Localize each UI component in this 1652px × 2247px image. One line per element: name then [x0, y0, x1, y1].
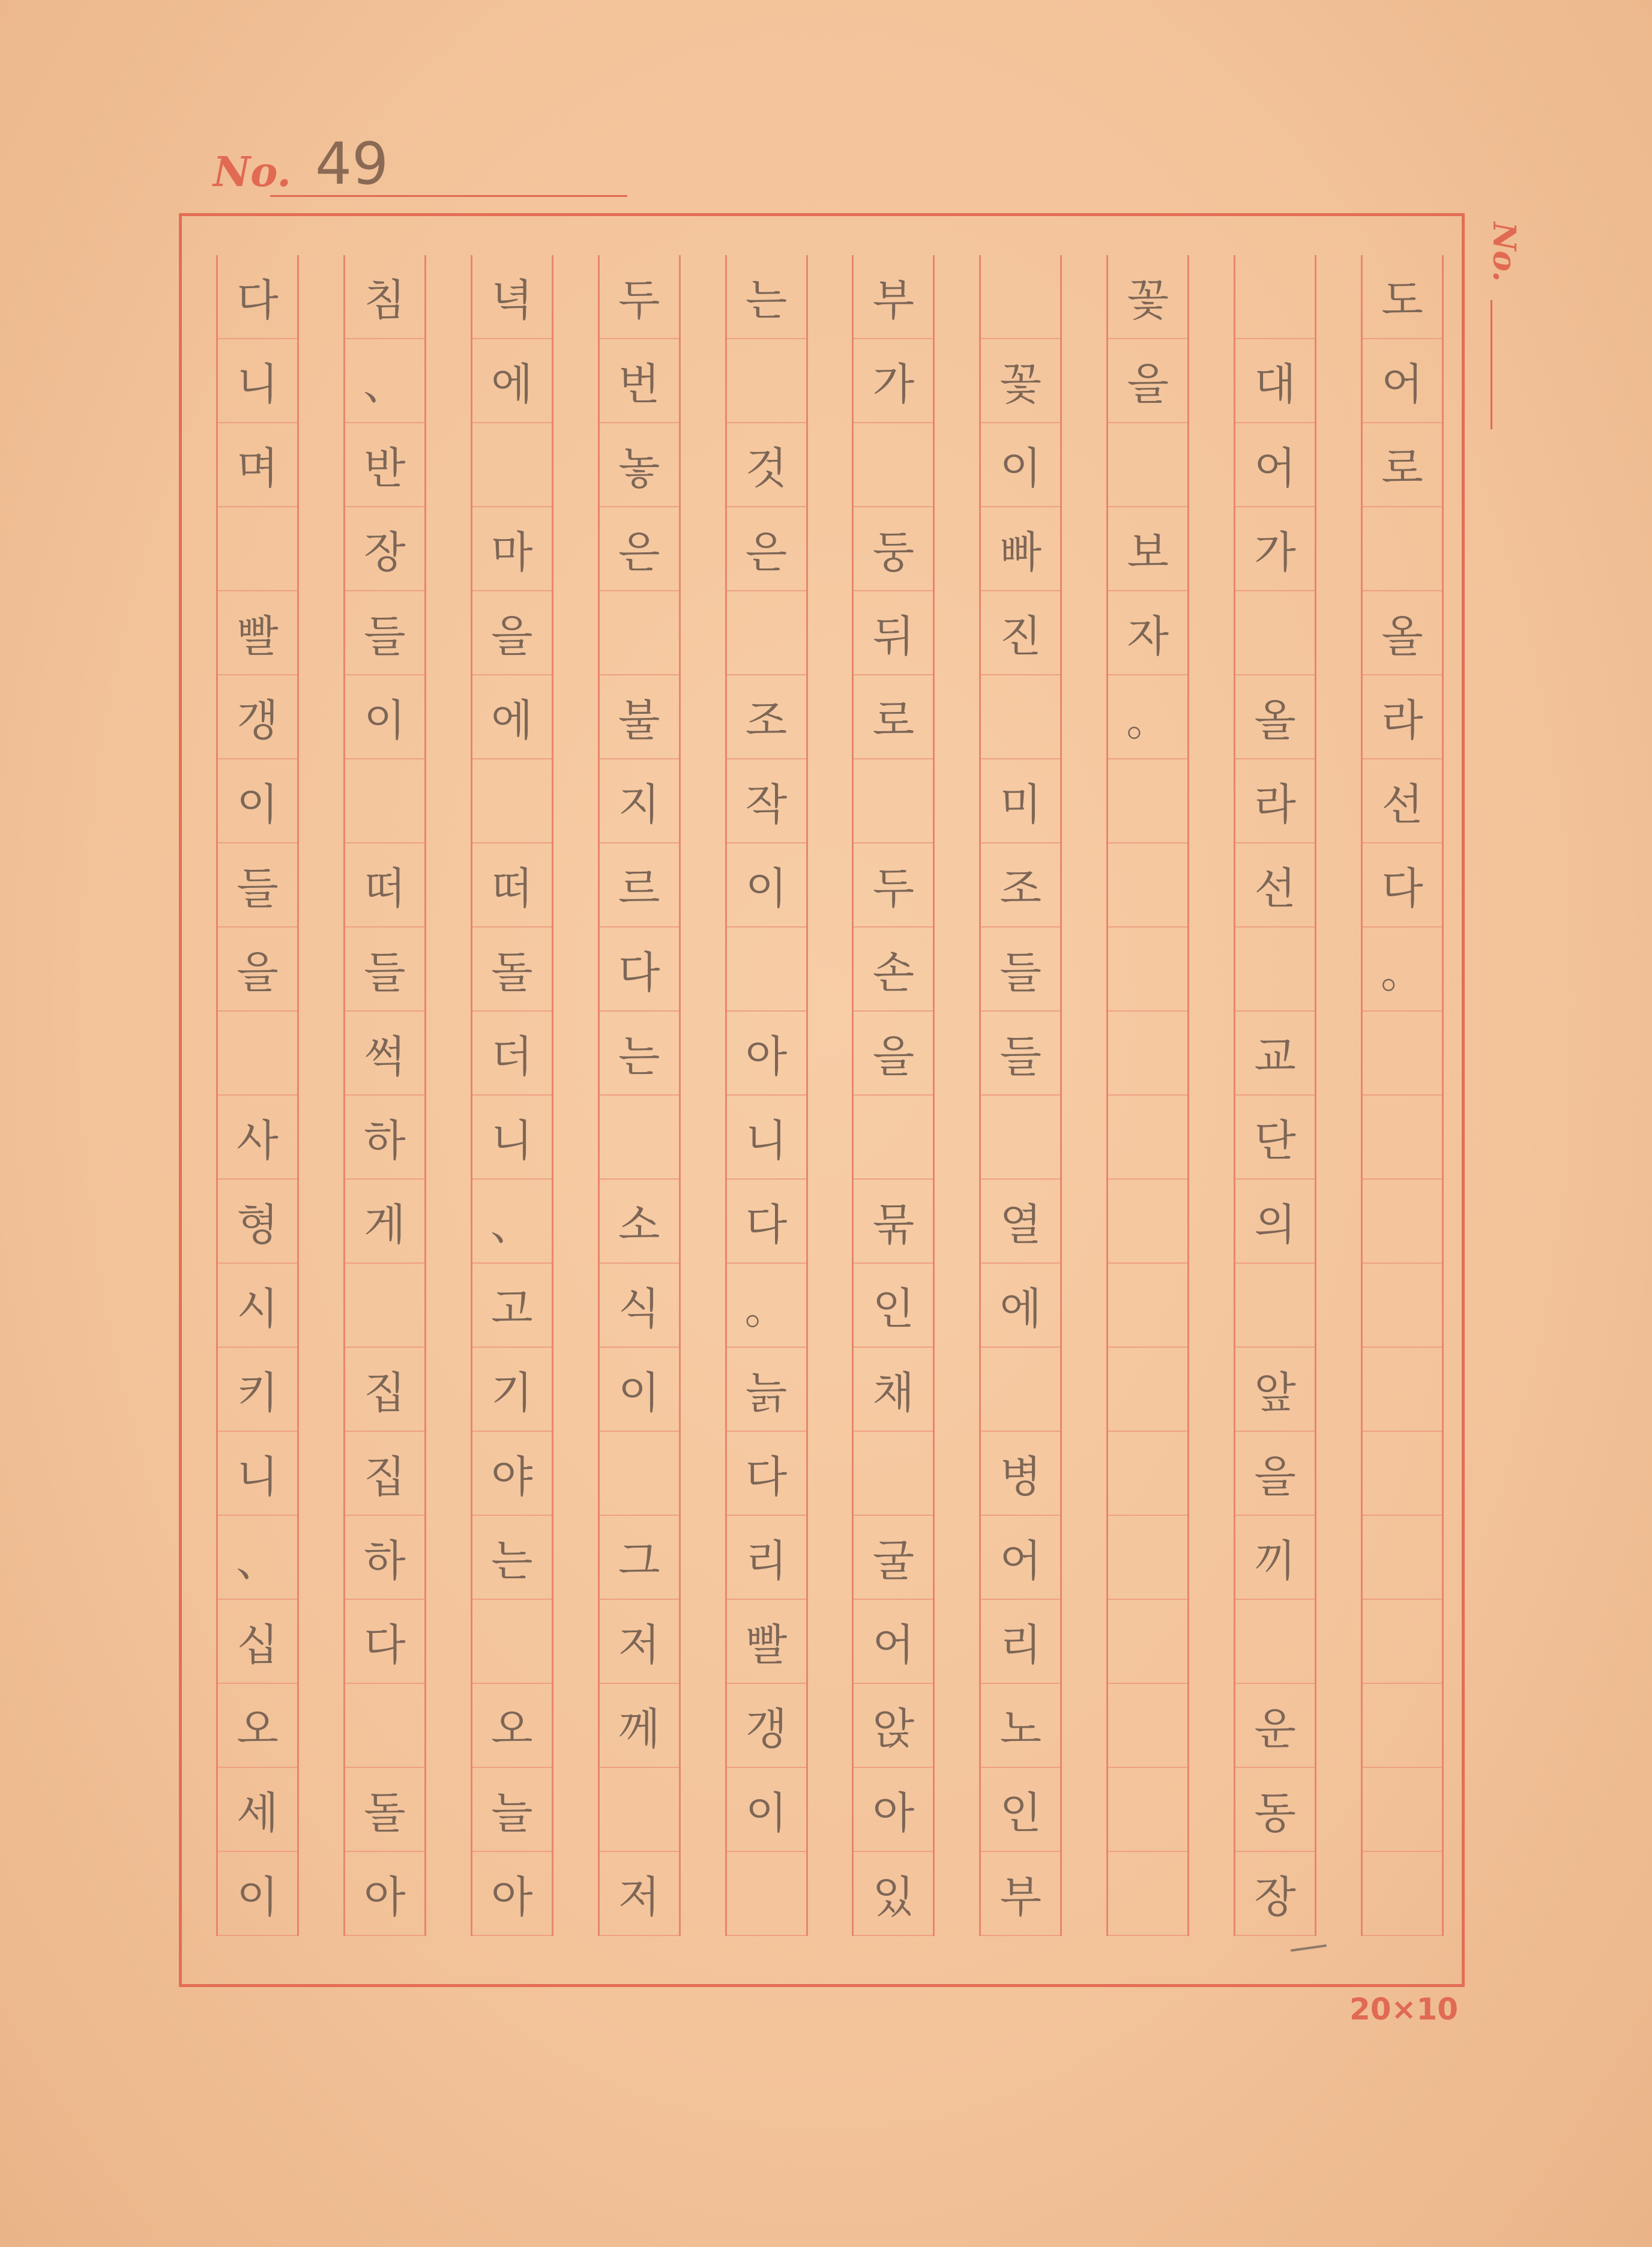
manuscript-cell [1108, 1432, 1187, 1516]
manuscript-cell: 께 [600, 1684, 679, 1768]
manuscript-cell [1235, 1264, 1315, 1348]
manuscript-cell: 장 [345, 507, 424, 591]
manuscript-cell: 놓 [600, 423, 679, 507]
manuscript-cell: 부 [981, 1852, 1060, 1936]
manuscript-cell: 늘 [472, 1768, 552, 1852]
manuscript-cell [1108, 1852, 1187, 1936]
manuscript-cell: 굴 [854, 1516, 933, 1600]
manuscript-cell: 의 [1235, 1180, 1315, 1264]
manuscript-cell: 다 [218, 255, 297, 339]
manuscript-cell [981, 1348, 1060, 1432]
manuscript-cell [1363, 507, 1442, 591]
manuscript-cell [1108, 1180, 1187, 1264]
manuscript-cell: 세 [218, 1768, 297, 1852]
manuscript-cell: 소 [600, 1180, 679, 1264]
manuscript-cell: 침 [345, 255, 424, 339]
manuscript-cell: 야 [472, 1432, 552, 1516]
manuscript-cell: 에 [472, 339, 552, 423]
manuscript-cell [1363, 1012, 1442, 1096]
manuscript-cell: 는 [472, 1516, 552, 1600]
manuscript-cell: 이 [981, 423, 1060, 507]
manuscript-cell: 어 [1235, 423, 1315, 507]
manuscript-cell [854, 423, 933, 507]
manuscript-cell: 들 [981, 1012, 1060, 1096]
manuscript-cell: 뒤 [854, 591, 933, 675]
page-number-header [213, 130, 389, 198]
manuscript-cell: 、 [345, 339, 424, 423]
manuscript-cell: 시 [218, 1264, 297, 1348]
manuscript-column [1234, 255, 1316, 1936]
manuscript-cell [345, 759, 424, 843]
manuscript-cell [1108, 1264, 1187, 1348]
manuscript-cell: 는 [600, 1012, 679, 1096]
manuscript-cell: 오 [472, 1684, 552, 1768]
manuscript-cell: 떠 [472, 843, 552, 927]
manuscript-cell: 올 [1235, 675, 1315, 759]
manuscript-cell: 묶 [854, 1180, 933, 1264]
manuscript-cell: 가 [1235, 507, 1315, 591]
manuscript-cell: 빨 [218, 591, 297, 675]
manuscript-cell [1363, 1516, 1442, 1600]
manuscript-cell [600, 591, 679, 675]
manuscript-cell: 선 [1363, 759, 1442, 843]
manuscript-cell: 고 [472, 1264, 552, 1348]
manuscript-cell: 며 [218, 423, 297, 507]
manuscript-cell [345, 1264, 424, 1348]
manuscript-cell: 앉 [854, 1684, 933, 1768]
manuscript-cell: 그 [600, 1516, 679, 1600]
manuscript-cell: 。 [727, 1264, 806, 1348]
manuscript-cell: 집 [345, 1432, 424, 1516]
side-number-label: No. [1486, 222, 1522, 282]
manuscript-cell [981, 1096, 1060, 1180]
manuscript-cell: 돌 [472, 927, 552, 1012]
manuscript-cell [600, 1432, 679, 1516]
manuscript-cell: 식 [600, 1264, 679, 1348]
manuscript-cell: 에 [472, 675, 552, 759]
manuscript-cell: 들 [345, 927, 424, 1012]
manuscript-cell: 、 [472, 1180, 552, 1264]
manuscript-cell [1108, 843, 1187, 927]
manuscript-cell [1363, 1264, 1442, 1348]
manuscript-cell: 리 [981, 1600, 1060, 1684]
manuscript-cell: 도 [1363, 255, 1442, 339]
manuscript-cell: 기 [472, 1348, 552, 1432]
manuscript-cell [1108, 1012, 1187, 1096]
manuscript-cell: 다 [1363, 843, 1442, 927]
manuscript-cell [218, 1012, 297, 1096]
manuscript-cell: 교 [1235, 1012, 1315, 1096]
manuscript-cell [1235, 1600, 1315, 1684]
manuscript-cell: 오 [218, 1684, 297, 1768]
manuscript-cell: 르 [600, 843, 679, 927]
manuscript-cell: 어 [854, 1600, 933, 1684]
manuscript-column [1106, 255, 1189, 1936]
manuscript-cell: 는 [727, 255, 806, 339]
manuscript-column [471, 255, 553, 1936]
manuscript-cell: 다 [727, 1180, 806, 1264]
manuscript-cell: 들 [345, 591, 424, 675]
side-number-line [1491, 300, 1492, 429]
manuscript-cell [472, 1600, 552, 1684]
manuscript-cell [1108, 1600, 1187, 1684]
manuscript-cell [727, 339, 806, 423]
manuscript-cell [727, 591, 806, 675]
manuscript-cell: 있 [854, 1852, 933, 1936]
manuscript-cell: 을 [218, 927, 297, 1012]
manuscript-cell: 하 [345, 1516, 424, 1600]
manuscript-cell: 진 [981, 591, 1060, 675]
manuscript-cell: 가 [854, 339, 933, 423]
manuscript-cell: 채 [854, 1348, 933, 1432]
manuscript-cell: 사 [218, 1096, 297, 1180]
manuscript-cell: 을 [1108, 339, 1187, 423]
manuscript-cell: 들 [981, 927, 1060, 1012]
manuscript-cell: 로 [1363, 423, 1442, 507]
manuscript-cell [854, 759, 933, 843]
manuscript-cell: 반 [345, 423, 424, 507]
manuscript-cell: 이 [727, 1768, 806, 1852]
manuscript-cell: 병 [981, 1432, 1060, 1516]
manuscript-cell: 두 [600, 255, 679, 339]
manuscript-cell [472, 759, 552, 843]
manuscript-cell: 대 [1235, 339, 1315, 423]
manuscript-cell: 단 [1235, 1096, 1315, 1180]
manuscript-cell [854, 1096, 933, 1180]
manuscript-cell: 십 [218, 1600, 297, 1684]
manuscript-cell: 마 [472, 507, 552, 591]
manuscript-cell: 갱 [727, 1684, 806, 1768]
manuscript-cell: 키 [218, 1348, 297, 1432]
manuscript-column [343, 255, 426, 1936]
manuscript-cell: 둥 [854, 507, 933, 591]
manuscript-cell: 빠 [981, 507, 1060, 591]
manuscript-cell [1108, 423, 1187, 507]
manuscript-column [598, 255, 681, 1936]
grid-size-label: 20×10 [1349, 1992, 1459, 2027]
manuscript-cell: 라 [1363, 675, 1442, 759]
manuscript-cell: 을 [472, 591, 552, 675]
manuscript-cell: 장 [1235, 1852, 1315, 1936]
manuscript-column [979, 255, 1062, 1936]
manuscript-cell [1108, 927, 1187, 1012]
manuscript-cell: 저 [600, 1600, 679, 1684]
manuscript-cell: 다 [600, 927, 679, 1012]
manuscript-cell [981, 255, 1060, 339]
manuscript-cell: 것 [727, 423, 806, 507]
manuscript-cell [1363, 1180, 1442, 1264]
manuscript-cell [1108, 759, 1187, 843]
manuscript-cell: 미 [981, 759, 1060, 843]
manuscript-cell: 두 [854, 843, 933, 927]
manuscript-cell [1108, 1516, 1187, 1600]
manuscript-cell: 녁 [472, 255, 552, 339]
manuscript-cell: 게 [345, 1180, 424, 1264]
manuscript-column [1361, 255, 1444, 1936]
manuscript-cell: 들 [218, 843, 297, 927]
manuscript-cell: 。 [1108, 675, 1187, 759]
manuscript-cell: 자 [1108, 591, 1187, 675]
manuscript-cell: 아 [854, 1768, 933, 1852]
manuscript-cell: 더 [472, 1012, 552, 1096]
manuscript-cell: 、 [218, 1516, 297, 1600]
manuscript-cell: 아 [345, 1852, 424, 1936]
manuscript-cell: 에 [981, 1264, 1060, 1348]
manuscript-cell: 니 [218, 1432, 297, 1516]
manuscript-cell: 빨 [727, 1600, 806, 1684]
manuscript-cell [1108, 1348, 1187, 1432]
manuscript-cell: 라 [1235, 759, 1315, 843]
manuscript-cell: 어 [981, 1516, 1060, 1600]
manuscript-cell [218, 507, 297, 591]
manuscript-cell: 노 [981, 1684, 1060, 1768]
manuscript-cell: 조 [981, 843, 1060, 927]
manuscript-cell [1363, 1684, 1442, 1768]
manuscript-column [216, 255, 299, 1936]
manuscript-cell: 니 [472, 1096, 552, 1180]
manuscript-column [725, 255, 808, 1936]
manuscript-cell [600, 1096, 679, 1180]
manuscript-cell: 하 [345, 1096, 424, 1180]
manuscript-cell [981, 675, 1060, 759]
manuscript-cell: 니 [218, 339, 297, 423]
manuscript-cell: 지 [600, 759, 679, 843]
manuscript-cell: 을 [1235, 1432, 1315, 1516]
manuscript-cell [345, 1684, 424, 1768]
manuscript-cell: 로 [854, 675, 933, 759]
manuscript-cell: 이 [727, 843, 806, 927]
manuscript-cell: 떠 [345, 843, 424, 927]
manuscript-cell [1235, 255, 1315, 339]
manuscript-cell: 어 [1363, 339, 1442, 423]
manuscript-cell [727, 927, 806, 1012]
manuscript-cell [1235, 927, 1315, 1012]
manuscript-cell: 꽃 [981, 339, 1060, 423]
manuscript-cell: 올 [1363, 591, 1442, 675]
manuscript-cell: 운 [1235, 1684, 1315, 1768]
manuscript-cell: 동 [1235, 1768, 1315, 1852]
page-number-value: 49 [315, 130, 389, 198]
manuscript-cell: 이 [600, 1348, 679, 1432]
manuscript-cell: 이 [345, 675, 424, 759]
manuscript-cell: 손 [854, 927, 933, 1012]
manuscript-cell: 아 [472, 1852, 552, 1936]
manuscript-cell [1363, 1768, 1442, 1852]
manuscript-cell: 집 [345, 1348, 424, 1432]
manuscript-cell [1363, 1348, 1442, 1432]
manuscript-cell: 다 [345, 1600, 424, 1684]
manuscript-cell [1363, 1600, 1442, 1684]
manuscript-cell: 이 [218, 759, 297, 843]
manuscript-cell [1363, 1852, 1442, 1936]
manuscript-cell [1235, 591, 1315, 675]
manuscript-cell: 은 [727, 507, 806, 591]
manuscript-cell: 작 [727, 759, 806, 843]
manuscript-cell: 선 [1235, 843, 1315, 927]
manuscript-cell: 。 [1363, 927, 1442, 1012]
manuscript-cell [600, 1768, 679, 1852]
manuscript-cell [1363, 1432, 1442, 1516]
manuscript-cell: 앞 [1235, 1348, 1315, 1432]
manuscript-cell: 부 [854, 255, 933, 339]
manuscript-cell: 돌 [345, 1768, 424, 1852]
manuscript-cell: 꽃 [1108, 255, 1187, 339]
manuscript-column [852, 255, 935, 1936]
manuscript-cell: 조 [727, 675, 806, 759]
manuscript-cell: 니 [727, 1096, 806, 1180]
manuscript-cell: 번 [600, 339, 679, 423]
manuscript-cell: 늙 [727, 1348, 806, 1432]
manuscript-cell [1108, 1684, 1187, 1768]
manuscript-cell: 썩 [345, 1012, 424, 1096]
manuscript-cell: 끼 [1235, 1516, 1315, 1600]
manuscript-cell [1108, 1768, 1187, 1852]
manuscript-cell: 보 [1108, 507, 1187, 591]
manuscript-cell [1363, 1096, 1442, 1180]
manuscript-cell: 은 [600, 507, 679, 591]
manuscript-cell: 형 [218, 1180, 297, 1264]
manuscript-cell: 저 [600, 1852, 679, 1936]
manuscript-grid [216, 255, 1444, 1936]
manuscript-cell: 불 [600, 675, 679, 759]
manuscript-cell [727, 1852, 806, 1936]
manuscript-cell: 리 [727, 1516, 806, 1600]
manuscript-cell: 이 [218, 1852, 297, 1936]
manuscript-cell [1108, 1096, 1187, 1180]
manuscript-cell: 을 [854, 1012, 933, 1096]
manuscript-cell: 인 [854, 1264, 933, 1348]
page-number-underline [270, 195, 627, 197]
page-number-label: No. [213, 148, 291, 196]
manuscript-cell: 아 [727, 1012, 806, 1096]
manuscript-cell: 인 [981, 1768, 1060, 1852]
manuscript-cell: 다 [727, 1432, 806, 1516]
manuscript-cell: 열 [981, 1180, 1060, 1264]
manuscript-cell [472, 423, 552, 507]
manuscript-cell [854, 1432, 933, 1516]
manuscript-cell: 갱 [218, 675, 297, 759]
